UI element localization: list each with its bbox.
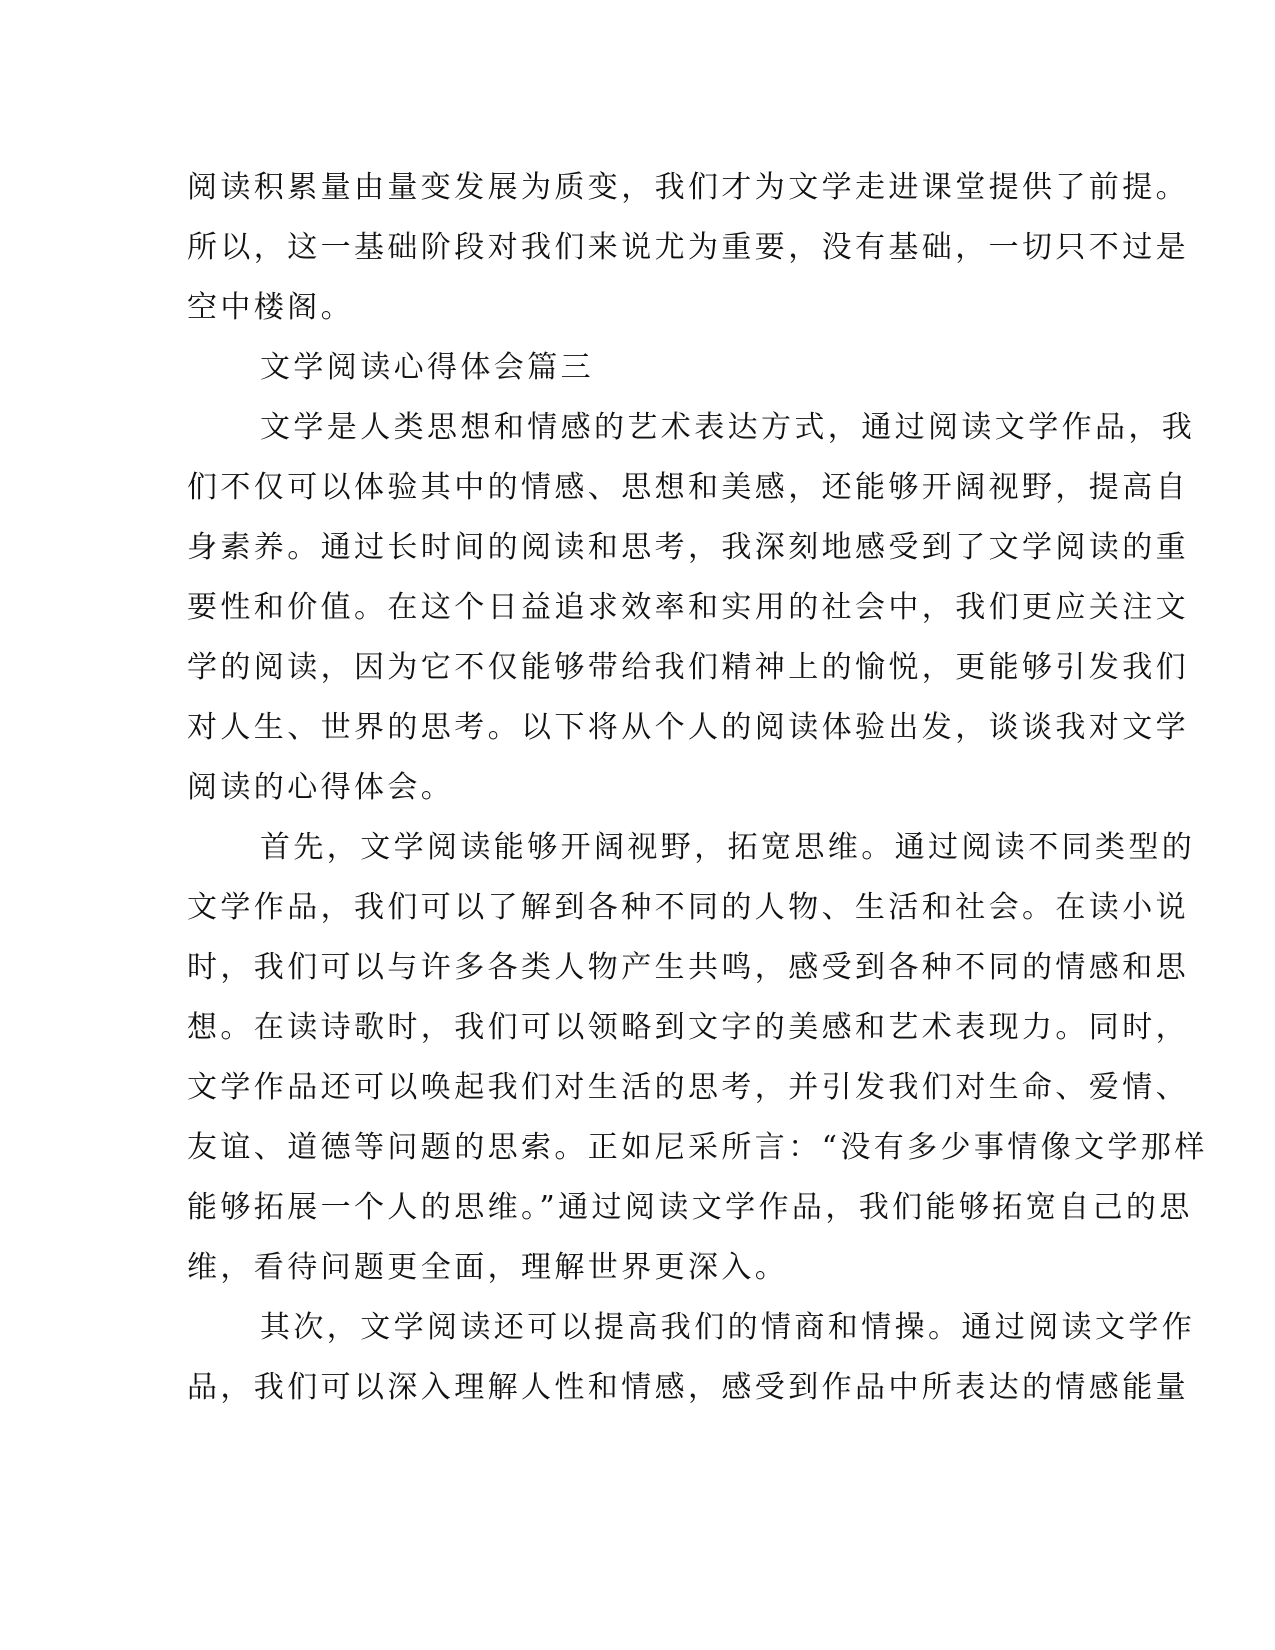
text-line-18: 能够拓展一个人的思维。”通过阅读文学作品，我们能够拓宽自己的思 — [187, 1190, 1193, 1225]
text-line-3: 空中楼阁。 — [187, 290, 354, 325]
text-line-9: 学的阅读，因为它不仅能够带给我们精神上的愉悦，更能够引发我们 — [187, 650, 1189, 685]
text-line-11: 阅读的心得体会。 — [187, 770, 455, 805]
text-line-2: 所以，这一基础阶段对我们来说尤为重要，没有基础，一切只不过是 — [187, 230, 1189, 265]
text-line-20: 其次，文学阅读还可以提高我们的情商和情操。通过阅读文学作 — [260, 1310, 1196, 1345]
text-line-5: 文学是人类思想和情感的艺术表达方式，通过阅读文学作品，我 — [260, 410, 1196, 445]
text-line-14: 时，我们可以与许多各类人物产生共鸣，感受到各种不同的情感和思 — [187, 950, 1189, 985]
text-line-15: 想。在读诗歌时，我们可以领略到文字的美感和艺术表现力。同时， — [187, 1010, 1189, 1045]
text-line-16: 文学作品还可以唤起我们对生活的思考，并引发我们对生命、爱情、 — [187, 1070, 1189, 1105]
text-line-19: 维，看待问题更全面，理解世界更深入。 — [187, 1250, 789, 1285]
text-line-1: 阅读积累量由量变发展为质变，我们才为文学走进课堂提供了前提。 — [187, 170, 1189, 205]
text-line-10: 对人生、世界的思考。以下将从个人的阅读体验出发，谈谈我对文学 — [187, 710, 1189, 745]
text-line-6: 们不仅可以体验其中的情感、思想和美感，还能够开阔视野，提高自 — [187, 470, 1189, 505]
text-line-12: 首先，文学阅读能够开阔视野，拓宽思维。通过阅读不同类型的 — [260, 830, 1196, 865]
text-line-7: 身素养。通过长时间的阅读和思考，我深刻地感受到了文学阅读的重 — [187, 530, 1189, 565]
section-heading: 文学阅读心得体会篇三 — [260, 350, 594, 385]
text-line-8: 要性和价值。在这个日益追求效率和实用的社会中，我们更应关注文 — [187, 590, 1189, 625]
text-line-21: 品，我们可以深入理解人性和情感，感受到作品中所表达的情感能量 — [187, 1370, 1189, 1405]
text-line-13: 文学作品，我们可以了解到各种不同的人物、生活和社会。在读小说 — [187, 890, 1189, 925]
document-body — [187, 158, 1208, 1418]
text-line-17: 友谊、道德等问题的思索。正如尼采所言：“没有多少事情像文学那样 — [187, 1130, 1208, 1165]
